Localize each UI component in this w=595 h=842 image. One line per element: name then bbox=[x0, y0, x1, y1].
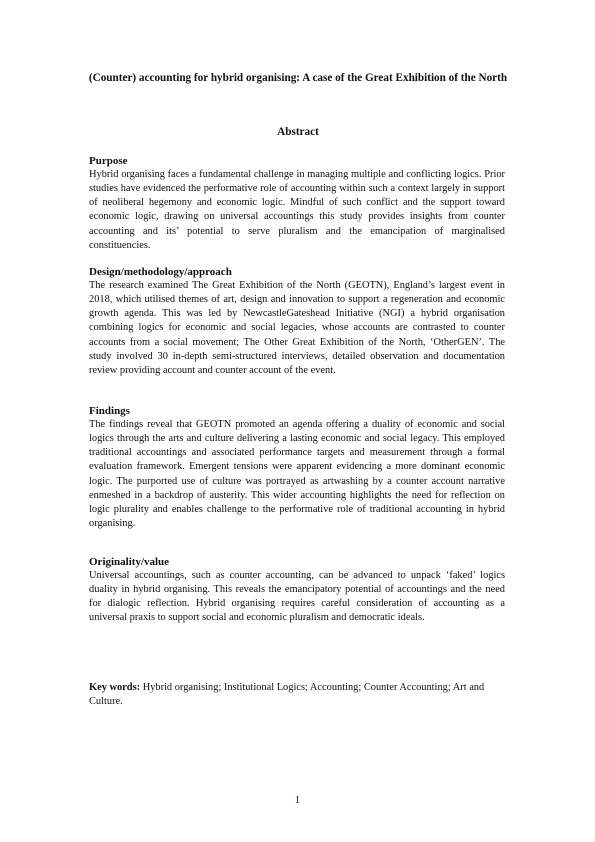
section-heading-originality-value: Originality/value bbox=[89, 556, 170, 568]
page-number: 1 bbox=[294, 795, 301, 806]
section-findings bbox=[89, 405, 505, 531]
section-heading-purpose: Purpose bbox=[89, 155, 128, 167]
section-body-originality-value: Universal accountings, such as counter accounting, can be advanced to unpack ‘faked’ logics duality in hybrid organising. This reveals the emancipatory potential of accountings and the need for dialogic reflection. Hybrid organising requires careful consideration of accounting as a universal praxis to support social and economic pluralism and democratic ideals. bbox=[89, 570, 505, 624]
section-body-purpose: Hybrid organising faces a fundamental challenge in managing multiple and conflicting logics. Prior studies have evidenced the performative role of accounting within such a context largely in support of neoliberal hegemony and economic logic. Mindful of such conflict and the support toward economic logic, drawing on universal accountings this study provides insights from counter accounting and its’ potential to serve pluralism and the emancipation of marginalised constituencies. bbox=[89, 169, 505, 251]
section-design-methodology bbox=[89, 266, 505, 378]
section-originality-value bbox=[89, 556, 505, 626]
section-heading-design-methodology: Design/methodology/approach bbox=[89, 266, 232, 278]
keywords bbox=[89, 681, 505, 709]
keywords-label: Key words: bbox=[89, 682, 141, 693]
keywords-text: Hybrid organising; Institutional Logics; Accounting; Counter Accounting; Art and Culture. bbox=[89, 682, 485, 708]
section-purpose bbox=[89, 155, 505, 253]
abstract-heading: Abstract bbox=[277, 126, 319, 138]
paper-title: (Counter) accounting for hybrid organising: A case of the Great Exhibition of the North bbox=[88, 72, 508, 84]
section-body-findings: The findings reveal that GEOTN promoted an agenda offering a duality of economic and social logics through the arts and culture delivering a lasting economic and social legacy. This employed traditional accountings and associated performance targets and measurement through a formal evaluation framework. Emergent tensions were apparent evidencing a more dominant economic logic. The purported use of culture was portrayed as artwashing by a counter account narrative enmeshed in a backdrop of austerity. This wider accounting highlights the need for reflection on logic plurality and enables challenge to the performative role of traditional accounting in hybrid organising. bbox=[89, 419, 505, 529]
section-heading-findings: Findings bbox=[89, 405, 130, 417]
section-body-design-methodology: The research examined The Great Exhibition of the North (GEOTN), England’s largest event in 2018, which utilised themes of art, design and innovation to support a regeneration and economic growth agenda. This was led by NewcastleGateshead Initiative (NGI) a hybrid organisation combining logics for economic and social legacies, whose accounts are contrasted to counter accounts from a social movement; The Other Great Exhibition of the North, ‘OtherGEN’. The study involved 30 in-depth semi-structured interviews, detailed observation and documentation review providing account and counter account of the event. bbox=[89, 280, 505, 376]
